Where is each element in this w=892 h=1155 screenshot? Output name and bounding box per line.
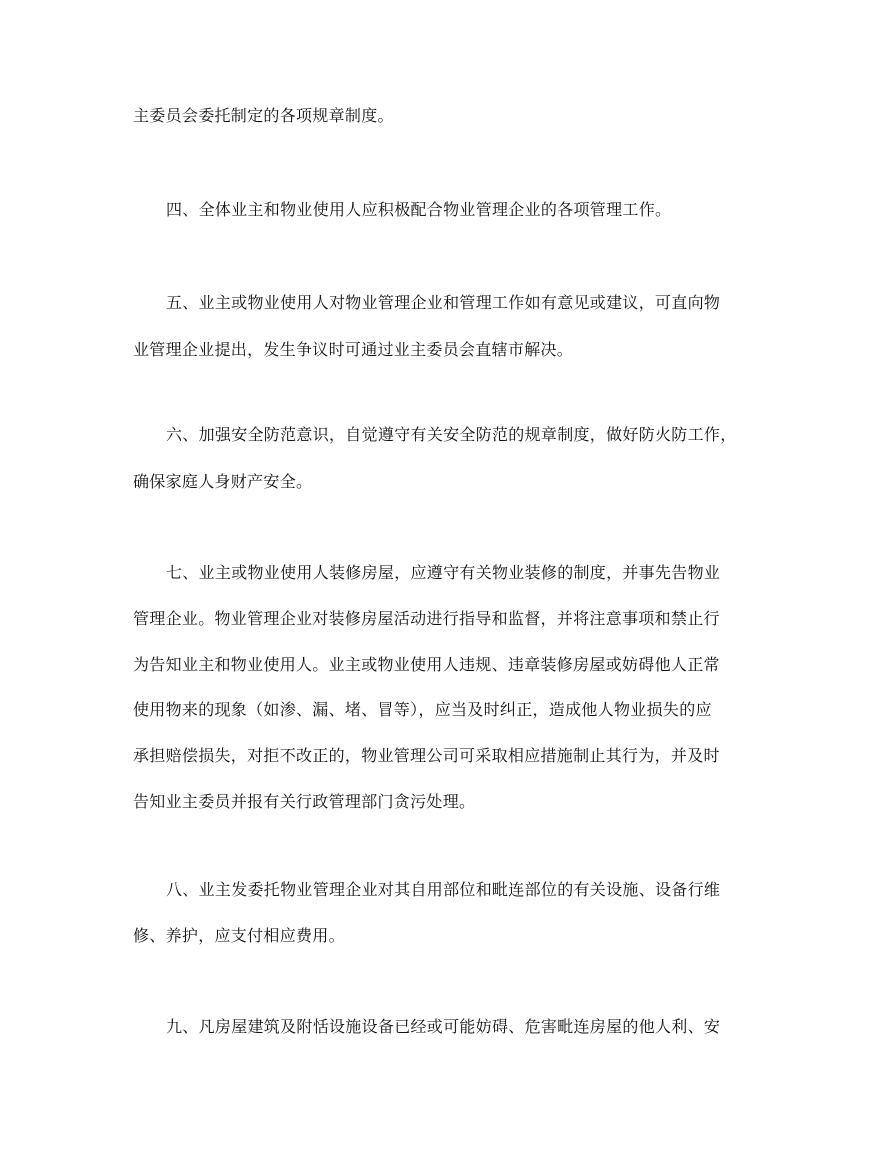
paragraph-line: 使用物来的现象（如渗、漏、堵、冒等），应当及时纠正，造成他人物业损失的应 — [133, 700, 712, 719]
paragraph-line: 主委员会委托制定的各项规章制度。 — [133, 106, 394, 125]
paragraph-line: 确保家庭人身财产安全。 — [133, 472, 313, 491]
paragraph-line: 为告知业主和物业使用人。业主或物业使用人违规、违章装修房屋或妨碍他人正常 — [133, 655, 720, 674]
paragraph-line: 四、全体业主和物业使用人应积极配合物业管理企业的各项管理工作。 — [166, 200, 672, 219]
paragraph-line: 修、养护，应支付相应费用。 — [133, 926, 345, 945]
paragraph-line: 管理企业。物业管理企业对装修房屋活动进行指导和监督，并将注意事项和禁止行 — [133, 609, 720, 628]
paragraph-line: 五、业主或物业使用人对物业管理企业和管理工作如有意见或建议，可直向物 — [166, 293, 721, 312]
paragraph-line: 六、加强安全防范意识，自觉遵守有关安全防范的规章制度，做好防火防工作， — [166, 425, 737, 444]
paragraph-line: 八、业主发委托物业管理企业对其自用部位和毗连部位的有关设施、设备行维 — [166, 880, 721, 899]
paragraph-line: 承担赔偿损失，对拒不改正的，物业管理公司可采取相应措施制止其行为，并及时 — [133, 746, 720, 765]
paragraph-line: 业管理企业提出，发生争议时可通过业主委员会直辖市解决。 — [133, 340, 574, 359]
paragraph-line: 七、业主或物业使用人装修房屋，应遵守有关物业装修的制度，并事先告物业 — [166, 563, 721, 582]
paragraph-line: 九、凡房屋建筑及附恬设施设备已经或可能妨碍、危害毗连房屋的他人利、安 — [166, 1017, 721, 1036]
paragraph-line: 告知业主委员并报有关行政管理部门贪污处理。 — [133, 792, 476, 811]
